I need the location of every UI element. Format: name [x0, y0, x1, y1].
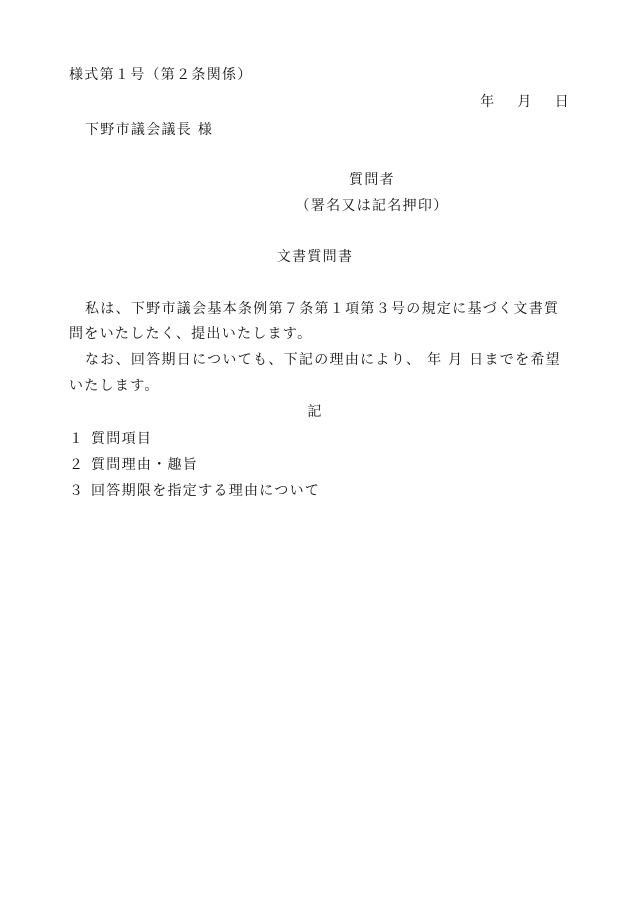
- addressee: 下野市議会議長 様: [85, 122, 214, 138]
- body-paragraph-1-line-1: 私は、下野市議会基本条例第７条第１項第３号の規定に基づく文書質: [85, 301, 560, 317]
- ki-heading: 記: [307, 404, 323, 420]
- item-text: 質問項目: [91, 431, 153, 447]
- item-number: １: [69, 431, 85, 447]
- body-paragraph-1-line-2: 問をいたしたく、提出いたします。: [69, 326, 313, 342]
- questioner-label: 質問者: [349, 172, 395, 188]
- form-number: 様式第１号（第２条関係）: [69, 67, 253, 83]
- item-text: 回答期限を指定する理由について: [91, 483, 321, 499]
- document-title: 文書質問書: [276, 249, 354, 265]
- list-item: [69, 456, 198, 474]
- item-number: ２: [69, 457, 85, 473]
- item-text: 質問理由・趣旨: [91, 457, 199, 473]
- list-item: [69, 430, 152, 448]
- signature-note: （署名又は記名押印）: [295, 198, 449, 214]
- body-paragraph-2-line-1: なお、回答期日についても、下記の理由により、 年 月 日までを希望: [85, 352, 561, 368]
- item-number: ３: [69, 483, 85, 499]
- date-line: [480, 93, 570, 111]
- date-day-label: 日: [554, 94, 570, 110]
- body-paragraph-2-line-2: いたします。: [69, 378, 160, 394]
- list-item: [69, 482, 320, 500]
- date-year-label: 年: [480, 94, 496, 110]
- date-month-label: 月: [517, 94, 533, 110]
